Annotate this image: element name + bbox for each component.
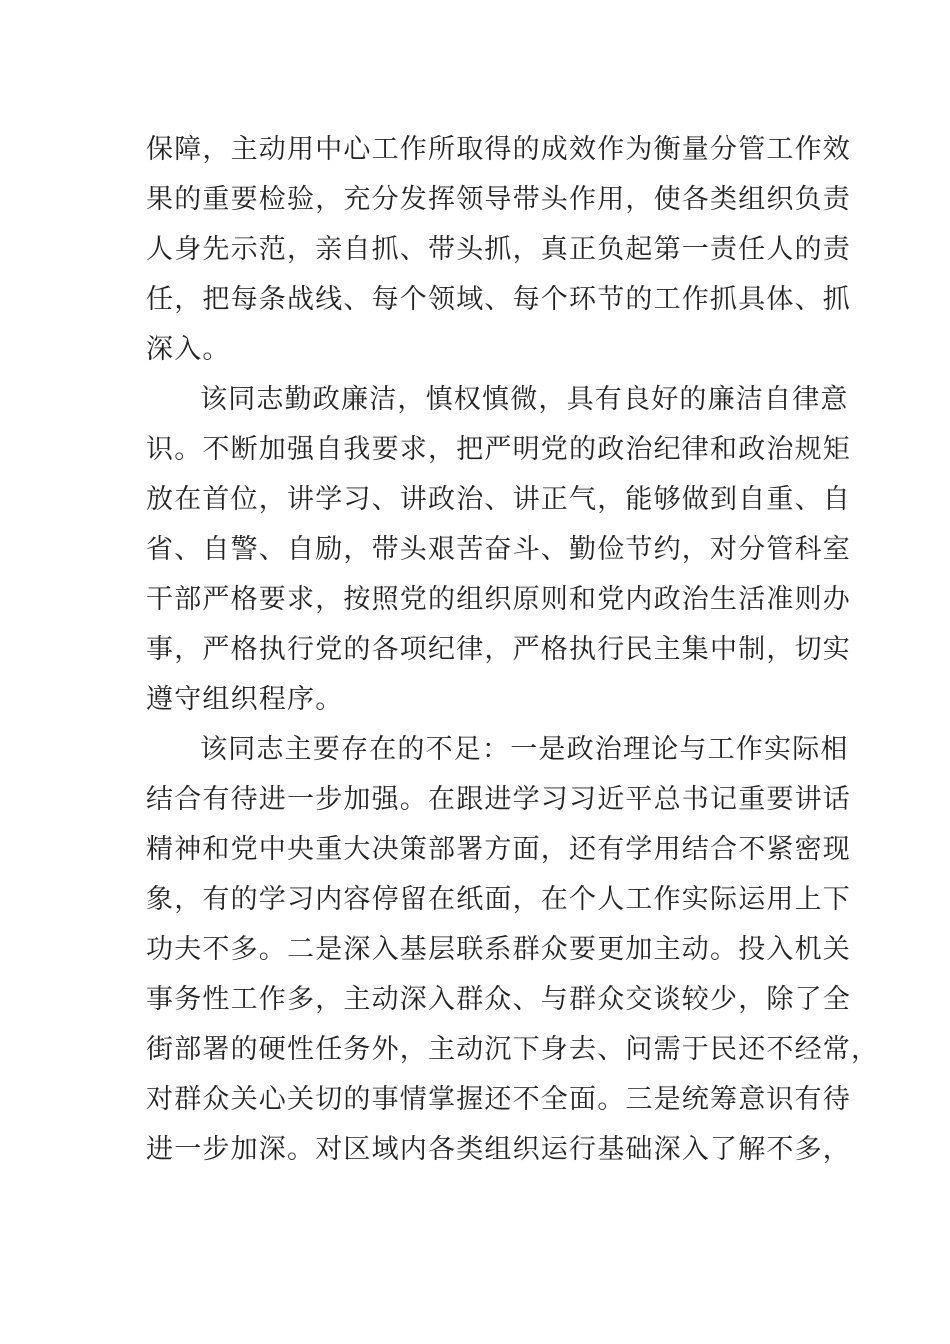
- paragraph-line: 任，把每条战线、每个领域、每个环节的工作抓具体、抓: [146, 284, 851, 315]
- paragraph-line: 结合有待进一步加强。在跟进学习习近平总书记重要讲话: [146, 784, 851, 815]
- paragraph-first-line: 该同志勤政廉洁，慎权慎微，具有良好的廉洁自律意: [200, 384, 849, 415]
- paragraph-line: 街部署的硬性任务外，主动沉下身去、问需于民还不经常，: [146, 1034, 880, 1065]
- paragraph-line: 精神和党中央重大决策部署方面，还有学用结合不紧密现: [146, 834, 851, 865]
- paragraph-line: 遵守组织程序。: [146, 684, 344, 715]
- paragraph-line: 干部严格要求，按照党的组织原则和党内政治生活准则办: [146, 584, 851, 615]
- paragraph-line: 深入。: [146, 334, 231, 365]
- paragraph-line: 识。不断加强自我要求，把严明党的政治纪律和政治规矩: [146, 434, 851, 465]
- paragraph-line: 对群众关心关切的事情掌握还不全面。三是统筹意识有待: [146, 1084, 851, 1115]
- paragraph-line: 功夫不多。二是深入基层联系群众要更加主动。投入机关: [146, 934, 851, 965]
- paragraph-line: 象，有的学习内容停留在纸面，在个人工作实际运用上下: [146, 884, 851, 915]
- paragraph-line: 放在首位，讲学习、讲政治、讲正气，能够做到自重、自: [146, 484, 851, 515]
- paragraph-line: 进一步加深。对区域内各类组织运行基础深入了解不多，: [146, 1134, 851, 1165]
- paragraph-line: 保障，主动用中心工作所取得的成效作为衡量分管工作效: [146, 134, 851, 165]
- paragraph-first-line: 该同志主要存在的不足：一是政治理论与工作实际相: [200, 734, 849, 765]
- paragraph-3: [146, 725, 880, 1175]
- paragraph-2: [146, 375, 851, 725]
- paragraph-line: 果的重要检验，充分发挥领导带头作用，使各类组织负责: [146, 184, 851, 215]
- paragraph-line: 事务性工作多，主动深入群众、与群众交谈较少，除了全: [146, 984, 851, 1015]
- paragraph-line: 事，严格执行党的各项纪律，严格执行民主集中制，切实: [146, 634, 851, 665]
- document-body: [146, 125, 880, 1175]
- paragraph-1: [146, 125, 851, 375]
- paragraph-line: 人身先示范，亲自抓、带头抓，真正负起第一责任人的责: [146, 234, 851, 265]
- paragraph-line: 省、自警、自励，带头艰苦奋斗、勤俭节约，对分管科室: [146, 534, 851, 565]
